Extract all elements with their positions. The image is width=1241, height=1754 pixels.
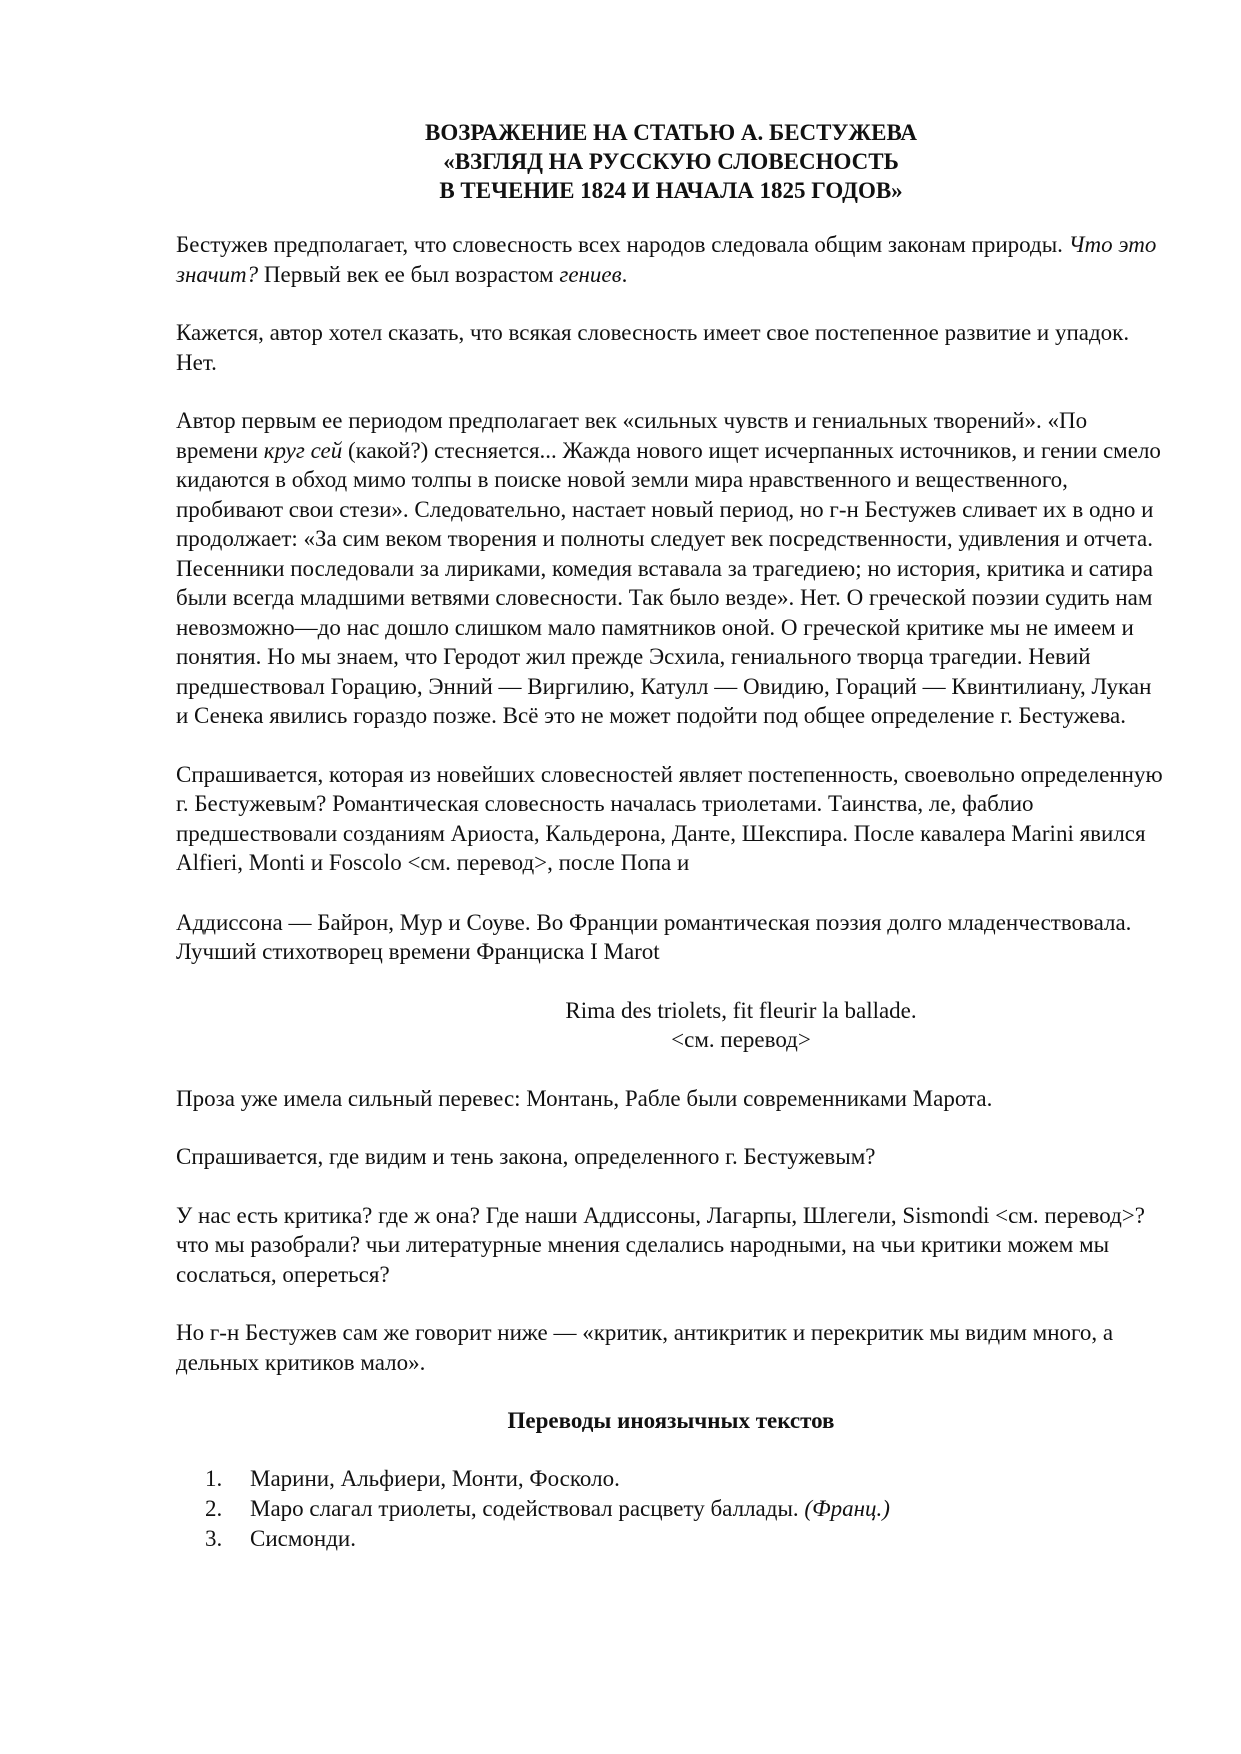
paragraph-1-italic-b: гениев: [559, 261, 622, 287]
paragraph-1-text-c: .: [621, 261, 628, 287]
paragraph-3: [176, 406, 1166, 731]
paragraph-1: [176, 230, 1166, 289]
paragraph-8: У нас есть критика? где ж она? Где наши Аддиссоны, Лагарпы, Шлегели, Sismondi <см. перевод>? что мы разобрали? чьи литературные мнения сделались народными, на чьи критики можем мы сослаться, опереться?: [176, 1202, 1145, 1287]
title-line-2: «ВЗГЛЯД НА РУССКУЮ СЛОВЕСНОСТЬ: [443, 149, 899, 174]
paragraph-1-text-a: Бестужев предполагает, что словесность всех народов следовала общим законам природы.: [176, 232, 1069, 257]
paragraph-5: Аддиссона — Байрон, Мур и Соуве. Во Франции романтическая поэзия долго младенчествовала. Лучший стихотворец времени Франциска I Marot: [176, 909, 1132, 964]
document-title: [176, 118, 1166, 205]
paragraph-3-text-b: (какой?) стесняется... Жажда нового ищет исчерпанных источников, и гении смело кидаются в обход мимо толпы в поиске новой земли мира нравственного и вещественного, пробивают свои стези». Следовательно, настает новый период, но г-н Бестужев сливает их в одно и продолжает: «За сим веком творения и полноты следует век посредственности, удивления и отчета. Песенники последовали за лириками, комедия вставала за трагедиею; но история, критика и сатира были всегда младшими ветвями словесности. Так было везде». Нет. О греческой поэзии судить нам невозможно—до нас дошло слишком мало памятников оной. О греческой критике мы не имеем и понятия. Но мы знаем, что Геродот жил прежде Эсхила, гениального творца трагедии. Невий предшествовал Горацию, Энний — Виргилию, Катулл — Овидию, Гораций — Квинтилиану, Лукан и Сенека явились гораздо позже. Всё это не может подойти под общее определение г. Бестужева.: [176, 437, 1161, 728]
paragraph-2: Кажется, автор хотел сказать, что всякая словесность имеет свое постепенное развитие и упадок. Нет.: [176, 320, 1130, 375]
translations-heading: Переводы иноязычных текстов: [507, 1408, 835, 1433]
translation-item-3: 3. Сисмонди.: [228, 1524, 1166, 1554]
paragraph-9: Но г-н Бестужев сам же говорит ниже — «критик, антикритик и перекритик мы видим много, а дельных критиков мало».: [176, 1320, 1114, 1375]
verse-quote: [176, 996, 1166, 1055]
paragraph-4: Спрашивается, которая из новейших словесностей являет постепенность, своевольно определенную г. Бестужевым? Романтическая словесность началась триолетами. Таинства, ле, фаблио предшествовали созданиям Ариоста, Кальдерона, Данте, Шекспира. После кавалера Marini явился Alfieri, Monti и Foscolo <см. перевод>, после Попа и: [176, 761, 1163, 875]
paragraph-7: Спрашивается, где видим и тень закона, определенного г. Бестужевым?: [176, 1144, 876, 1169]
translations-list: [176, 1464, 1166, 1554]
document-page: [176, 118, 1166, 1554]
title-line-1: ВОЗРАЖЕНИЕ НА СТАТЬЮ А. БЕСТУЖЕВА: [425, 120, 917, 145]
verse-translation-ref: <см. перевод>: [671, 1027, 811, 1052]
paragraph-3-italic: круг сей: [263, 437, 343, 463]
translation-item-2: [228, 1494, 1166, 1524]
title-line-3: В ТЕЧЕНИЕ 1824 И НАЧАЛА 1825 ГОДОВ»: [439, 178, 903, 203]
translation-item-2-note: (Франц.): [804, 1495, 890, 1521]
paragraph-1-italic-a: Что это значит?: [176, 232, 1157, 287]
translation-item-1: 1. Марини, Альфиери, Монти, Фосколо.: [228, 1464, 1166, 1494]
paragraph-3-text-a: Автор первым ее периодом предполагает век «сильных чувств и гениальных творений». «По времени: [176, 408, 1088, 463]
verse-line-1: Rima des triolets, fit fleurir la ballade.: [565, 997, 917, 1023]
translation-item-2-text: Маро слагал триолеты, содействовал расцвету баллады.: [250, 1495, 805, 1521]
paragraph-1-text-b: Первый век ее был возрастом: [258, 261, 560, 287]
paragraph-6: Проза уже имела сильный перевес: Монтань, Рабле были современниками Марота.: [176, 1085, 993, 1111]
